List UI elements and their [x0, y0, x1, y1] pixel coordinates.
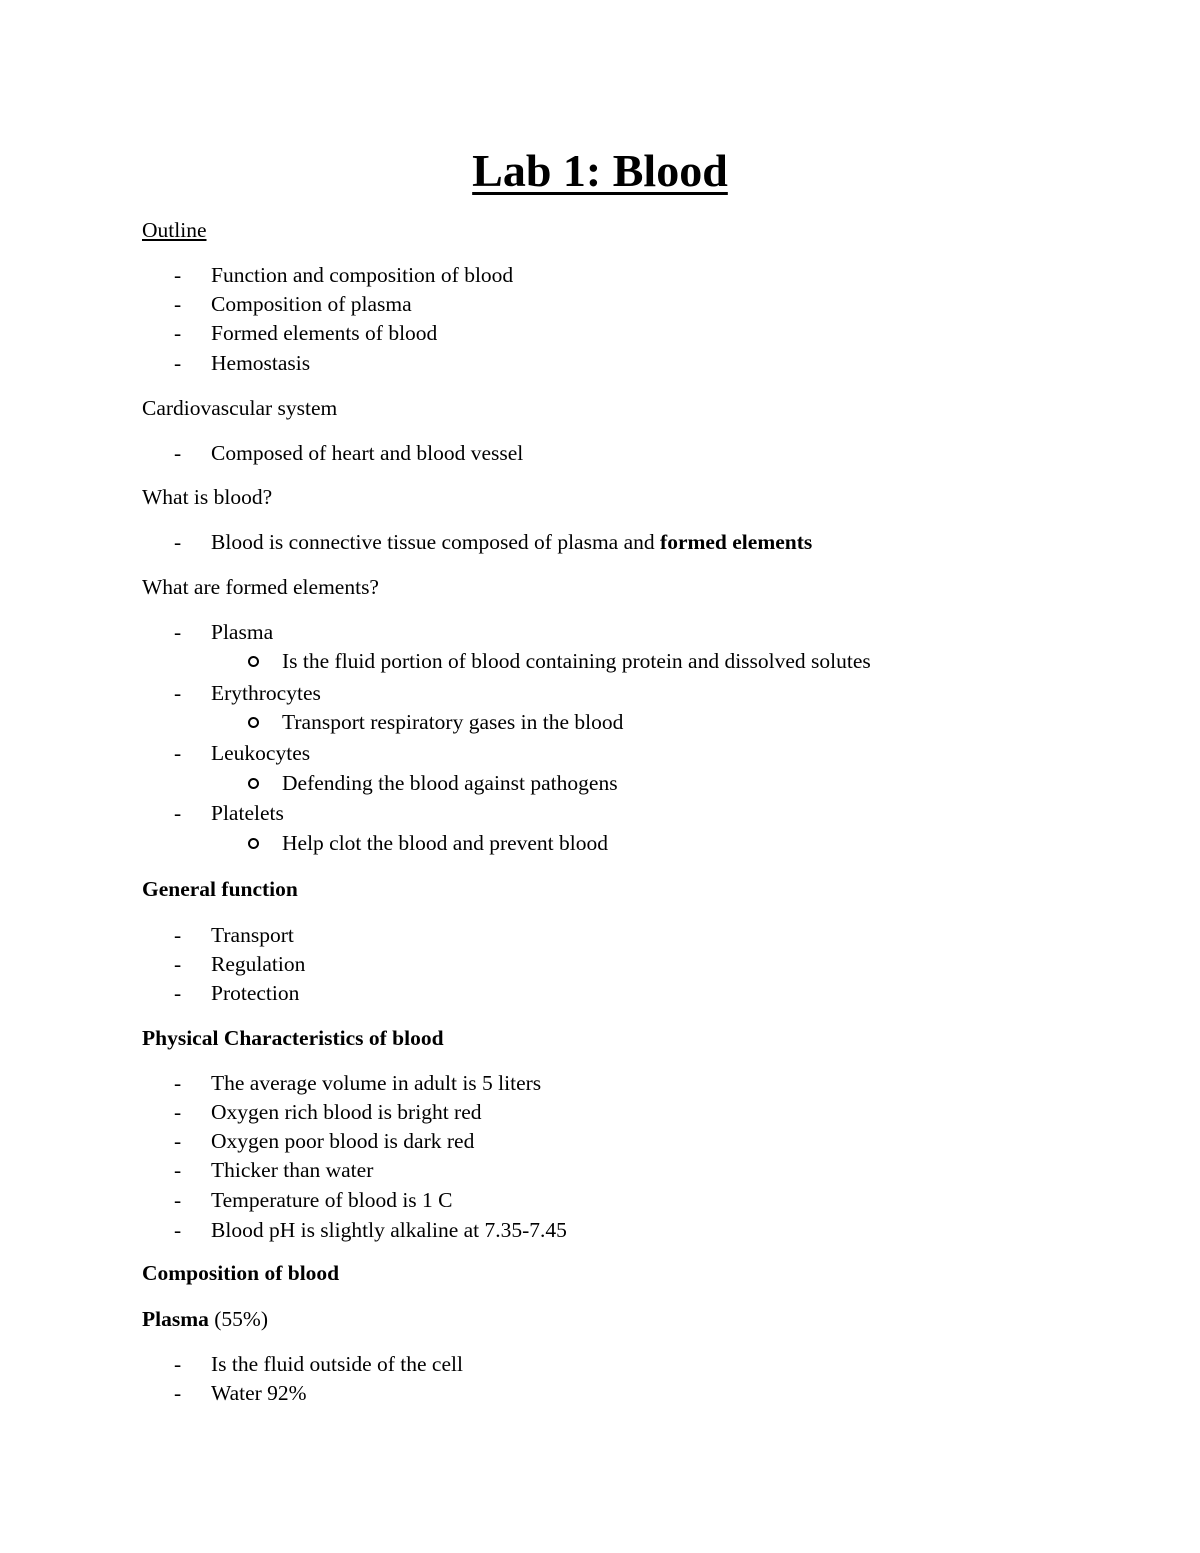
dash-marker: -	[174, 923, 182, 947]
cardio-item: Composed of heart and blood vessel	[211, 441, 524, 465]
formed-item: Platelets	[211, 801, 284, 825]
physical-heading: Physical Characteristics of blood	[142, 1026, 444, 1050]
dash-marker: -	[174, 1100, 182, 1124]
dash-marker: -	[174, 952, 182, 976]
dash-marker: -	[174, 1381, 182, 1405]
dash-marker: -	[174, 1352, 182, 1376]
formed-heading: What are formed elements?	[142, 575, 379, 599]
page-title: Lab 1: Blood	[472, 145, 728, 196]
plasma-item: Is the fluid outside of the cell	[211, 1352, 463, 1376]
physical-item: Temperature of blood is 1 C	[211, 1188, 453, 1212]
formed-subitem: Defending the blood against pathogens	[282, 771, 618, 795]
formed-item: Plasma	[211, 620, 274, 644]
outline-item: Formed elements of blood	[211, 321, 438, 345]
outline-item: Function and composition of blood	[211, 263, 514, 287]
composition-heading: Composition of blood	[142, 1261, 340, 1285]
physical-item: Oxygen rich blood is bright red	[211, 1100, 482, 1124]
formed-subitem: Is the fluid portion of blood containing protein and dissolved solutes	[282, 649, 871, 673]
physical-item: Thicker than water	[211, 1158, 374, 1182]
dash-marker: -	[174, 530, 182, 554]
circle-bullet-icon	[248, 838, 259, 849]
what-blood-text: Blood is connective tissue composed of plasma and	[211, 530, 661, 554]
dash-marker: -	[174, 1071, 182, 1095]
cardio-heading: Cardiovascular system	[142, 396, 338, 420]
general-item: Protection	[211, 981, 300, 1005]
dash-marker: -	[174, 801, 182, 825]
dash-marker: -	[174, 1188, 182, 1212]
dash-marker: -	[174, 351, 182, 375]
plasma-heading-percent: (55%)	[208, 1307, 268, 1331]
physical-item: Blood pH is slightly alkaline at 7.35-7.45	[211, 1218, 567, 1242]
dash-marker: -	[174, 1158, 182, 1182]
formed-subitem: Transport respiratory gases in the blood	[282, 710, 624, 734]
formed-subitem: Help clot the blood and prevent blood	[282, 831, 609, 855]
dash-marker: -	[174, 441, 182, 465]
outline-item: Hemostasis	[211, 351, 311, 375]
outline-heading: Outline	[142, 218, 207, 242]
dash-marker: -	[174, 1218, 182, 1242]
dash-marker: -	[174, 292, 182, 316]
dash-marker: -	[174, 741, 182, 765]
general-heading: General function	[142, 877, 298, 901]
physical-item: Oxygen poor blood is dark red	[211, 1129, 475, 1153]
dash-marker: -	[174, 321, 182, 345]
plasma-item: Water 92%	[211, 1381, 307, 1405]
outline-item: Composition of plasma	[211, 292, 412, 316]
dash-marker: -	[174, 681, 182, 705]
formed-item: Leukocytes	[211, 741, 311, 765]
formed-item: Erythrocytes	[211, 681, 321, 705]
circle-bullet-icon	[248, 778, 259, 789]
formed-elements-term: formed elements	[660, 530, 813, 554]
what-blood-item	[211, 529, 812, 555]
dash-marker: -	[174, 981, 182, 1005]
circle-bullet-icon	[248, 717, 259, 728]
general-item: Transport	[211, 923, 294, 947]
general-item: Regulation	[211, 952, 306, 976]
circle-bullet-icon	[248, 656, 259, 667]
what-blood-heading: What is blood?	[142, 485, 273, 509]
dash-marker: -	[174, 263, 182, 287]
dash-marker: -	[174, 1129, 182, 1153]
dash-marker: -	[174, 620, 182, 644]
plasma-heading-bold: Plasma	[142, 1307, 209, 1331]
physical-item: The average volume in adult is 5 liters	[211, 1071, 542, 1095]
plasma-heading	[142, 1306, 268, 1332]
